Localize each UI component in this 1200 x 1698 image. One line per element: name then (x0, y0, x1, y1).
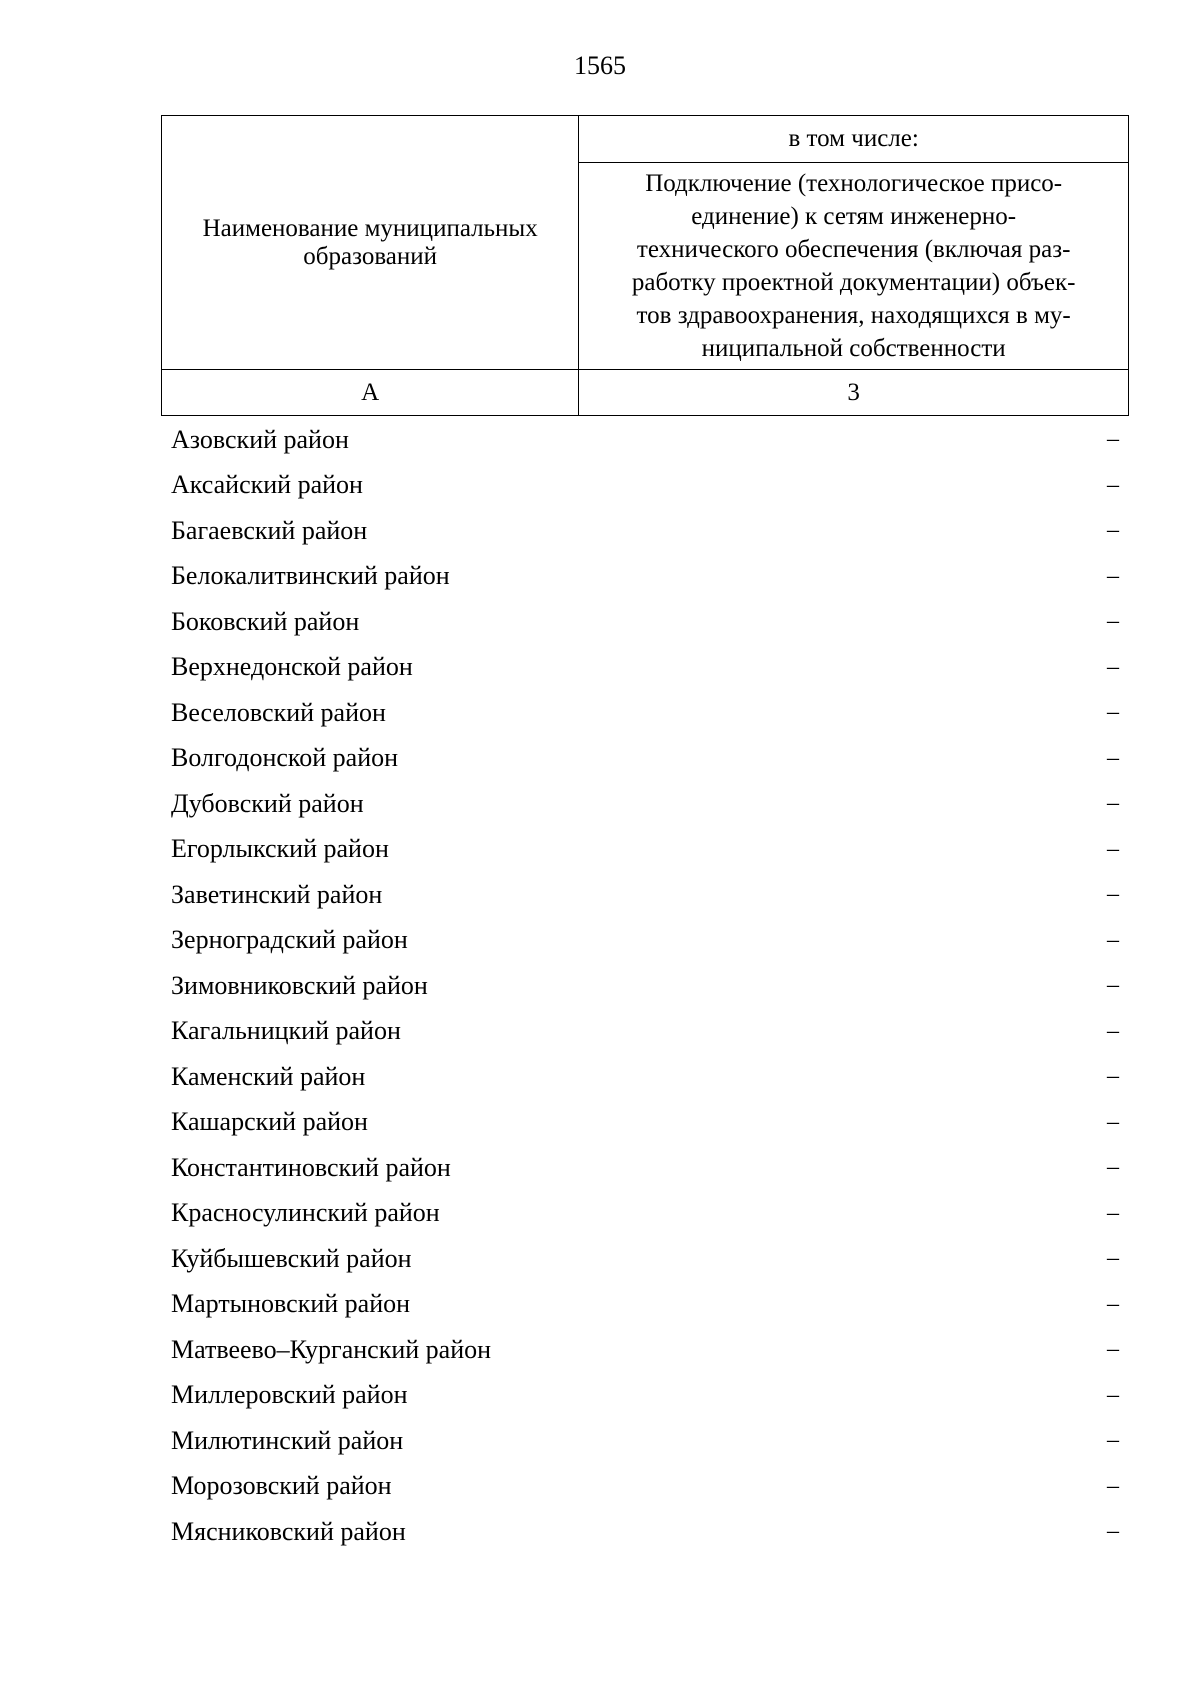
municipality-name: Мясниковский район (171, 1516, 406, 1546)
value-cell: – (1107, 835, 1119, 862)
value-cell: – (1107, 1245, 1119, 1272)
table-row (161, 463, 1129, 509)
table-row (161, 1236, 1129, 1282)
value-cell: – (1107, 1063, 1119, 1090)
table-row (161, 736, 1129, 782)
table-row (161, 1191, 1129, 1237)
table-row (161, 1282, 1129, 1328)
header-index-a: А (162, 370, 579, 416)
municipality-list (161, 417, 1129, 1555)
value-cell: – (1107, 426, 1119, 453)
value-cell: – (1107, 653, 1119, 680)
value-cell: – (1107, 1017, 1119, 1044)
value-cell: – (1107, 1290, 1119, 1317)
municipality-name: Каменский район (171, 1061, 366, 1091)
municipality-name: Белокалитвинский район (171, 561, 450, 591)
municipality-name: Дубовский район (171, 788, 364, 818)
value-cell: – (1107, 790, 1119, 817)
table-row (161, 645, 1129, 691)
municipality-name: Верхнедонской район (171, 652, 413, 682)
table-row (161, 827, 1129, 873)
municipality-name: Волгодонской район (171, 743, 399, 773)
table-row (161, 1009, 1129, 1055)
value-cell: – (1107, 1154, 1119, 1181)
municipality-name: Миллеровский район (171, 1380, 408, 1410)
municipality-name: Зимовниковский район (171, 970, 428, 1000)
header-municipality-name-text: Наименование муниципальных образований (202, 214, 538, 270)
header-municipality-name (162, 116, 579, 370)
value-cell: – (1107, 926, 1119, 953)
table-row (161, 1509, 1129, 1555)
value-cell: – (1107, 699, 1119, 726)
value-cell: – (1107, 1381, 1119, 1408)
municipality-name: Мартыновский район (171, 1289, 411, 1319)
table-row (161, 1054, 1129, 1100)
value-cell: – (1107, 1199, 1119, 1226)
table-row (161, 963, 1129, 1009)
table-row (161, 599, 1129, 645)
table-row (161, 1327, 1129, 1373)
municipality-name: Егорлыкский район (171, 834, 389, 864)
value-cell: – (1107, 562, 1119, 589)
table-row (161, 1373, 1129, 1419)
table-row (161, 1418, 1129, 1464)
table-row (161, 417, 1129, 463)
municipality-name: Матвеево–Курганский район (171, 1334, 492, 1364)
municipality-name: Боковский район (171, 606, 360, 636)
table-row (161, 1464, 1129, 1510)
municipality-name: Зерноградский район (171, 925, 408, 955)
header-group-label: в том числе: (579, 116, 1129, 163)
table-row (161, 554, 1129, 600)
municipality-name: Багаевский район (171, 515, 368, 545)
municipality-name: Аксайский район (171, 470, 363, 500)
value-cell: – (1107, 1427, 1119, 1454)
municipality-name: Куйбышевский район (171, 1243, 412, 1273)
value-cell: – (1107, 1472, 1119, 1499)
municipality-name: Кагальницкий район (171, 1016, 401, 1046)
table-row (161, 1145, 1129, 1191)
value-cell: – (1107, 1108, 1119, 1135)
table-row (161, 1100, 1129, 1146)
value-cell: – (1107, 608, 1119, 635)
header-index-3: 3 (579, 370, 1129, 416)
table-header (161, 115, 1129, 416)
municipality-name: Константиновский район (171, 1152, 451, 1182)
value-cell: – (1107, 972, 1119, 999)
municipality-name: Красносулинский район (171, 1198, 440, 1228)
value-cell: – (1107, 1336, 1119, 1363)
municipality-name: Заветинский район (171, 879, 383, 909)
value-cell: – (1107, 744, 1119, 771)
page-number: 1565 (574, 51, 626, 80)
municipality-name: Азовский район (171, 424, 349, 454)
municipality-name: Кашарский район (171, 1107, 368, 1137)
municipality-name: Морозовский район (171, 1471, 392, 1501)
value-cell: – (1107, 1518, 1119, 1545)
table-row (161, 690, 1129, 736)
table-row (161, 508, 1129, 554)
table-row (161, 918, 1129, 964)
value-cell: – (1107, 517, 1119, 544)
header-column-description (579, 163, 1129, 370)
table-row (161, 781, 1129, 827)
value-cell: – (1107, 471, 1119, 498)
header-column-description-text: Подключение (технологическое присо- единение) к сетям инженерно- технического обеспечения (включая раз- работку проектной документации) объек- тов здравоохранения, находящихся в му- ниципальной собственности (631, 170, 1076, 362)
municipality-name: Веселовский район (171, 697, 386, 727)
table-row (161, 872, 1129, 918)
value-cell: – (1107, 881, 1119, 908)
municipality-name: Милютинский район (171, 1425, 404, 1455)
